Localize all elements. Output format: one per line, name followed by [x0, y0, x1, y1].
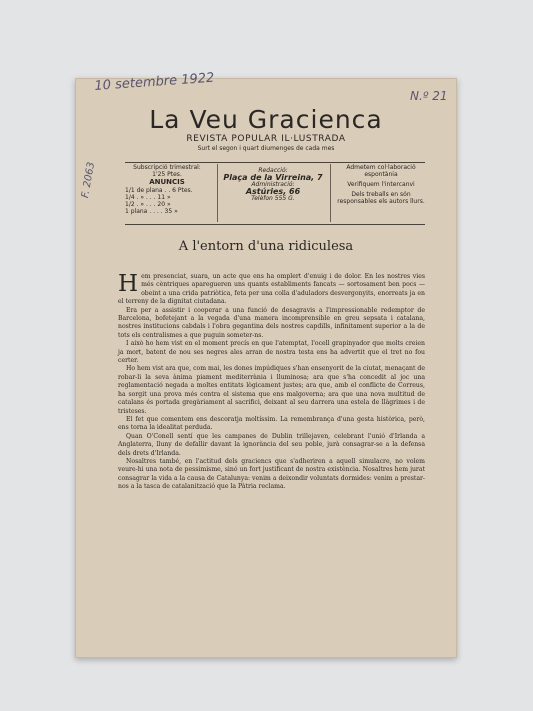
publication-frequency: Surt el segon i quart diumenges de cada mes — [197, 145, 335, 152]
ad-rate-row: 1 plana . . . . 35 » — [125, 208, 178, 215]
magazine-subtitle: REVISTA POPULAR IL·LUSTRADA — [186, 134, 346, 144]
paragraph: Quan O'Conell sentí que les campanes de Dublin trillejaven, celebrant l'unió d'Irlanda a Anglaterra, lluny de defallir davant la ignorància del seu poble, jurà consagrar-se a la defensa dels drets d'Irlanda. — [118, 432, 425, 457]
article-headline: A l'entorn d'una ridiculesa — [178, 239, 354, 254]
admin-address: Astúries, 66 — [245, 187, 301, 196]
notice-collaboration: Admetem col·laboració espontània — [346, 164, 416, 178]
ads-heading: ANUNCIS — [149, 178, 185, 186]
redaccio-label: Redacció: — [258, 167, 288, 174]
article-body — [118, 273, 425, 492]
notices-column — [333, 164, 429, 205]
redaccio-address: Plaça de la Virreina, 7 — [223, 173, 323, 182]
paragraph: El fet que comentem ens descoratja moltíssim. La remembrança d'una gesta històrica, però, ens torna la idealitat perduda. — [118, 415, 425, 432]
magazine-title: La Veu Gracienca — [149, 105, 383, 134]
handwritten-issue-number: N.º 21 — [410, 89, 448, 103]
paragraph: Nosaltres també, en l'actitud dels graciencs que s'adheriren a aquell simulacre, no volem veure-hi una nota de pessimisme, sinó un fort justificant de nostra existència. Nosaltres hem jurat consagrar la vida a la causa de Catalunya: venim a deixondir voluntats dormides: venim a prestar-nos a la tasca de catalanització que la Pàtria reclama. — [118, 457, 425, 491]
divider — [217, 164, 218, 222]
phone: Telèfon 555 G. — [251, 195, 295, 202]
top-rule — [125, 162, 425, 163]
paragraph: I això ho hem vist en el moment precís en que l'atemptat, l'ocell grapinyador que molts creien ja mort, batent de nou ses negres ales arran de nostra testa ens ha advertit que el tret no fou certer. — [118, 340, 425, 365]
magazine-page — [75, 70, 457, 658]
handwritten-date: 10 setembre 1922 — [94, 70, 215, 94]
paragraph: Ho hem vist ara que, com mai, les dones impúdiques s'han ensenyorit de la ciutat, menaçant de robar-li la seva ànima piament mediterrània i lluminosa; ara que s'ha concedit al joc una reglamentació negada a moltes entitats lògicament justes; ara que, amb el conflicte de Correus, ha sorgit una prova més contra el sistema que ens malgoverna; ara que una nova multitud de catalans és portada gregàriament al sacrifici, deixant al seu darrera una estela de llàgrimes i de tristeses. — [118, 365, 425, 415]
bottom-rule — [125, 224, 425, 225]
subscription-label: Subscripció trimestral: — [133, 164, 201, 171]
paragraph: Era per a assistir i cooperar a una funció de desagravis a l'impressionable redemptor de Barcelona, bofetejant a la vegada d'una manera incomprensible en greu sepsata i catalana, nostres institucions cabdals i l'obra gegantina dels nostres capdills, infinitament superior a la de tots els centralismes a que puguin someter-ns. — [118, 306, 425, 339]
handwritten-side-note: F. 2063 — [80, 161, 98, 199]
ad-rate-row: 1/2 . » . . . 20 » — [125, 201, 171, 208]
subscription-column — [119, 164, 215, 215]
notice-exchange: Verifiquem l'intercanvi — [347, 181, 415, 188]
divider — [330, 164, 331, 222]
subscription-price: 1'25 Ptes. — [152, 171, 182, 178]
ad-rate-row: 1/4 . » . . . 11 » — [125, 194, 171, 201]
info-bar — [119, 164, 429, 222]
paragraph-text: em presenciat, suara, un acte que ens ha omplert d'enuig i de dolor. En les nostres vies més cèntriques aparegueren uns quants establiments fancats — sortosament ben pocs — obeint a una crida patriòtica, feta per una colla d'aduladors desvergonyits, enorreats ja en el terreny de la dignitat ciutadana. — [118, 273, 425, 306]
address-column — [219, 167, 327, 202]
ad-rate-row: 1/1 de plana . . 6 Ptes. — [125, 187, 193, 194]
ad-rates — [119, 187, 215, 215]
masthead — [76, 105, 456, 152]
paragraph — [118, 273, 425, 307]
notice-responsibility: Dels treballs en són responsables els autors llurs. — [337, 191, 425, 205]
admin-label: Administració: — [251, 181, 295, 188]
drop-cap: H — [118, 271, 139, 297]
